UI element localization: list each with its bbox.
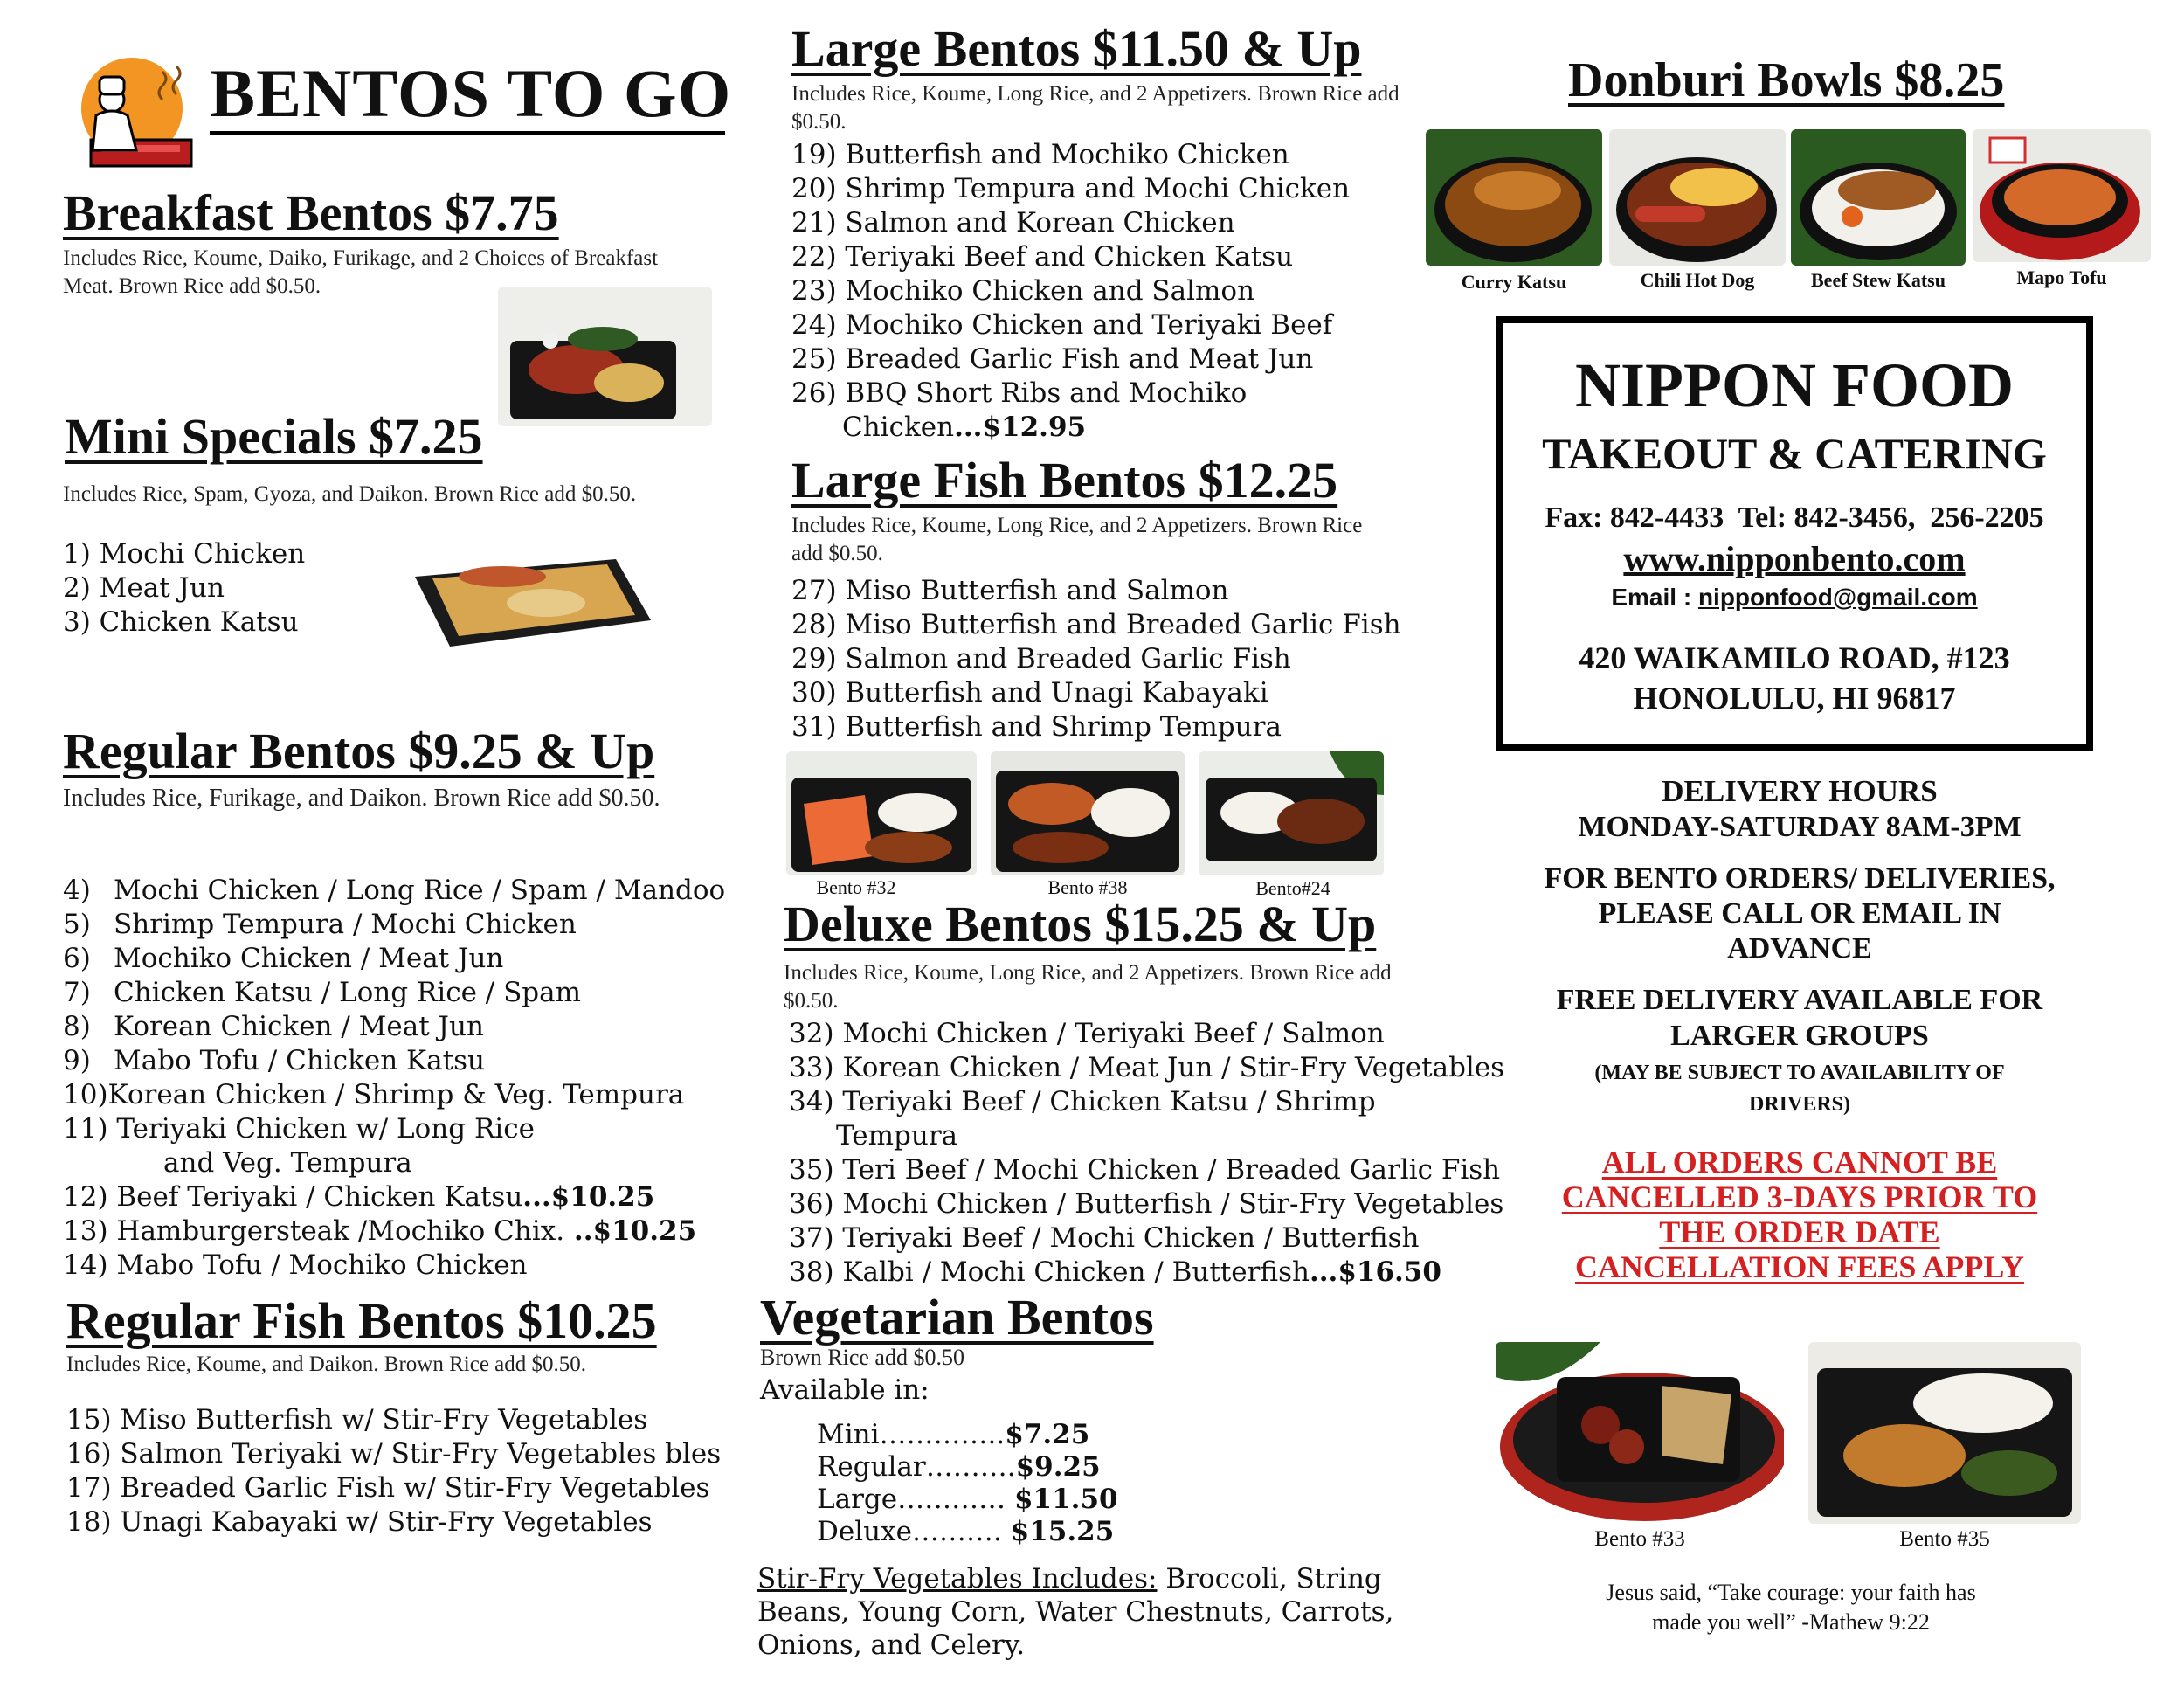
stirfry-note: Stir-Fry Vegetables Includes: Broccoli, String Beans, Young Corn, Water Chestnuts, Carrots, Onions, and Celery. — [757, 1563, 1394, 1661]
list-item: Large………… $11.50 — [817, 1484, 1118, 1515]
donburi-heading: Donburi Bowls $8.25 — [1568, 53, 2005, 107]
list-item: 29) Salmon and Breaded Garlic Fish — [791, 643, 1291, 675]
list-item: 10)Korean Chicken / Shrimp & Veg. Tempura — [63, 1079, 685, 1110]
bento-33-photo — [1496, 1342, 1784, 1525]
bento-24-photo — [1199, 751, 1384, 875]
list-item: 18) Unagi Kabayaki w/ Stir-Fry Vegetables — [66, 1506, 653, 1538]
list-item: 22) Teriyaki Beef and Chicken Katsu — [791, 241, 1294, 273]
list-item: 9) Mabo Tofu / Chicken Katsu — [63, 1045, 485, 1076]
large-note: Includes Rice, Koume, Long Rice, and 2 Appetizers. Brown Rice add $0.50. — [791, 82, 1400, 134]
list-item: Mini…………..$7.25 — [817, 1419, 1090, 1450]
list-item: 28) Miso Butterfish and Breaded Garlic Fish — [791, 609, 1401, 640]
list-item: Chicken...$12.95 — [842, 412, 1087, 443]
list-item: 11) Teriyaki Chicken w/ Long Rice — [63, 1113, 535, 1145]
orders-note: FOR BENTO ORDERS/ DELIVERIES, PLEASE CALL OR EMAIL IN ADVANCE — [1544, 862, 2056, 965]
list-item: 20) Shrimp Tempura and Mochi Chicken — [791, 173, 1351, 204]
mini-heading: Mini Specials $7.25 — [65, 408, 483, 465]
bento-35-caption: Bento #35 — [1899, 1527, 1990, 1551]
chili-hot-dog-photo — [1609, 129, 1786, 266]
list-item: 33) Korean Chicken / Meat Jun / Stir-Fry Vegetables — [789, 1052, 1505, 1083]
curry-katsu-photo — [1426, 129, 1602, 266]
list-item: 7) Chicken Katsu / Long Rice / Spam — [63, 977, 582, 1008]
business-email: Email : nipponfood@gmail.com — [1611, 584, 1978, 611]
delivery-hours: MONDAY-SATURDAY 8AM-3PM — [1578, 811, 2022, 843]
list-item: 15) Miso Butterfish w/ Stir-Fry Vegetables — [66, 1404, 648, 1435]
bento-32-caption: Bento #32 — [816, 876, 896, 898]
regular-heading: Regular Bentos $9.25 & Up — [63, 723, 655, 779]
list-item: 25) Breaded Garlic Fish and Meat Jun — [791, 343, 1314, 375]
list-item: 26) BBQ Short Ribs and Mochiko — [791, 377, 1248, 409]
list-item: 24) Mochiko Chicken and Teriyaki Beef — [791, 309, 1333, 341]
breakfast-heading: Breakfast Bentos $7.75 — [63, 184, 559, 241]
bento-38-photo — [991, 751, 1185, 875]
free-delivery-note: FREE DELIVERY AVAILABLE FOR LARGER GROUPS — [1556, 984, 2043, 1052]
vegetarian-heading: Vegetarian Bentos — [760, 1289, 1154, 1346]
list-item: 16) Salmon Teriyaki w/ Stir-Fry Vegetables bles — [66, 1438, 722, 1470]
bento-24-caption: Bento#24 — [1255, 877, 1330, 899]
title-underline — [210, 131, 725, 135]
delivery-title: DELIVERY HOURS — [1662, 774, 1938, 808]
vegetarian-sizes — [817, 1419, 1118, 1548]
list-item: Regular……….$9.25 — [817, 1451, 1101, 1483]
regular-fish-heading: Regular Fish Bentos $10.25 — [66, 1292, 657, 1349]
list-item: 14) Mabo Tofu / Mochiko Chicken — [63, 1249, 528, 1281]
list-item: 38) Kalbi / Mochi Chicken / Butterfish...$16.50 — [789, 1256, 1441, 1288]
business-address-1: 420 WAIKAMILO ROAD, #123 — [1579, 640, 2010, 675]
list-item: Deluxe………. $15.25 — [817, 1516, 1115, 1547]
bible-quote: Jesus said, “Take courage: your faith has made you well” -Mathew 9:22 — [1606, 1580, 1976, 1635]
business-website — [1503, 538, 2086, 579]
deluxe-heading: Deluxe Bentos $15.25 & Up — [784, 896, 1377, 952]
list-item: 37) Teriyaki Beef / Mochi Chicken / Butterfish — [789, 1222, 1420, 1254]
list-item: 21) Salmon and Korean Chicken — [791, 207, 1235, 239]
list-item: 27) Miso Butterfish and Salmon — [791, 575, 1229, 606]
email-link[interactable]: nipponfood@gmail.com — [1697, 584, 1978, 611]
list-item: 35) Teri Beef / Mochi Chicken / Breaded Garlic Fish — [789, 1154, 1501, 1186]
bento-32-photo — [786, 751, 977, 875]
bento-33-caption: Bento #33 — [1594, 1527, 1685, 1551]
business-phones: Fax: 842-4433 Tel: 842-3456, 256-2205 — [1545, 502, 2044, 534]
bento-38-caption: Bento #38 — [1047, 876, 1128, 898]
list-item: 23) Mochiko Chicken and Salmon — [791, 275, 1255, 307]
list-item: 32) Mochi Chicken / Teriyaki Beef / Salmon — [789, 1018, 1385, 1049]
vegetarian-note: Brown Rice add $0.50 — [760, 1345, 964, 1370]
breakfast-note: Includes Rice, Koume, Daiko, Furikage, and 2 Choices of Breakfast Meat. Brown Rice add $0.50. — [63, 246, 659, 298]
regular-note: Includes Rice, Furikage, and Daikon. Brown Rice add $0.50. — [63, 785, 660, 812]
list-item: 13) Hamburgersteak /Mochiko Chix. ..$10.25 — [63, 1215, 697, 1247]
mini-list — [63, 537, 305, 640]
large-fish-list — [791, 574, 1401, 744]
deluxe-note: Includes Rice, Koume, Long Rice, and 2 Appetizers. Brown Rice add $0.50. — [784, 961, 1392, 1013]
mapo-tofu-caption: Mapo Tofu — [2016, 266, 2107, 288]
chef-cooking-logo-icon — [58, 54, 206, 176]
curry-katsu-caption: Curry Katsu — [1461, 271, 1567, 293]
list-item: and Veg. Tempura — [163, 1147, 412, 1179]
bento-35-photo — [1808, 1342, 2081, 1524]
list-item: 5) Shrimp Tempura / Mochi Chicken — [63, 909, 577, 940]
regular-fish-note: Includes Rice, Koume, and Daikon. Brown Rice add $0.50. — [66, 1352, 587, 1376]
list-item: 17) Breaded Garlic Fish w/ Stir-Fry Vegetables — [66, 1472, 710, 1504]
large-fish-note: Includes Rice, Koume, Long Rice, and 2 Appetizers. Brown Rice add $0.50. — [791, 514, 1363, 565]
list-item: 12) Beef Teriyaki / Chicken Katsu...$10.25 — [63, 1181, 655, 1213]
breakfast-bento-photo — [498, 287, 712, 426]
list-item: 4) Mochi Chicken / Long Rice / Spam / Mandoo — [63, 875, 726, 906]
list-item: 31) Butterfish and Shrimp Tempura — [791, 711, 1282, 743]
large-list — [791, 138, 1350, 445]
list-item: 30) Butterfish and Unagi Kabayaki — [791, 677, 1268, 709]
list-item: 3) Chicken Katsu — [63, 606, 299, 638]
list-item: Tempura — [836, 1120, 958, 1152]
business-subtitle: TAKEOUT & CATERING — [1542, 429, 2047, 478]
list-item: 6) Mochiko Chicken / Meat Jun — [63, 943, 504, 974]
regular-list — [63, 874, 725, 1283]
website-link[interactable]: www.nipponbento.com — [1623, 539, 1966, 578]
beef-stew-katsu-photo — [1791, 129, 1966, 266]
deluxe-list — [789, 1017, 1504, 1290]
list-item: 8) Korean Chicken / Meat Jun — [63, 1011, 484, 1042]
mini-bento-photo — [397, 524, 660, 664]
large-fish-heading: Large Fish Bentos $12.25 — [791, 452, 1338, 508]
cancellation-notice: ALL ORDERS CANNOT BE CANCELLED 3-DAYS PRIOR TO THE ORDER DATE CANCELLATION FEES APPLY — [1561, 1145, 2038, 1284]
list-item: 34) Teriyaki Beef / Chicken Katsu / Shrimp — [789, 1086, 1376, 1117]
beef-stew-katsu-caption: Beef Stew Katsu — [1811, 269, 1946, 291]
page-title: BENTOS TO GO — [210, 55, 732, 131]
subject-note: (MAY BE SUBJECT TO AVAILABILITY OF DRIVERS) — [1594, 1062, 2005, 1116]
mapo-tofu-photo — [1973, 129, 2151, 262]
mini-note: Includes Rice, Spam, Gyoza, and Daikon. Brown Rice add $0.50. — [63, 482, 637, 506]
regular-fish-list — [66, 1403, 721, 1539]
list-item: 19) Butterfish and Mochiko Chicken — [791, 139, 1289, 170]
business-name: NIPPON FOOD — [1575, 350, 2014, 420]
list-item: 36) Mochi Chicken / Butterfish / Stir-Fry Vegetables — [789, 1188, 1504, 1220]
chili-hot-dog-caption: Chili Hot Dog — [1640, 269, 1755, 291]
list-item: 2) Meat Jun — [63, 572, 225, 604]
list-item: 1) Mochi Chicken — [63, 538, 306, 570]
vegetarian-available: Available in: — [760, 1374, 930, 1406]
business-address-2: HONOLULU, HI 96817 — [1633, 681, 1956, 716]
large-heading: Large Bentos $11.50 & Up — [791, 20, 1362, 77]
